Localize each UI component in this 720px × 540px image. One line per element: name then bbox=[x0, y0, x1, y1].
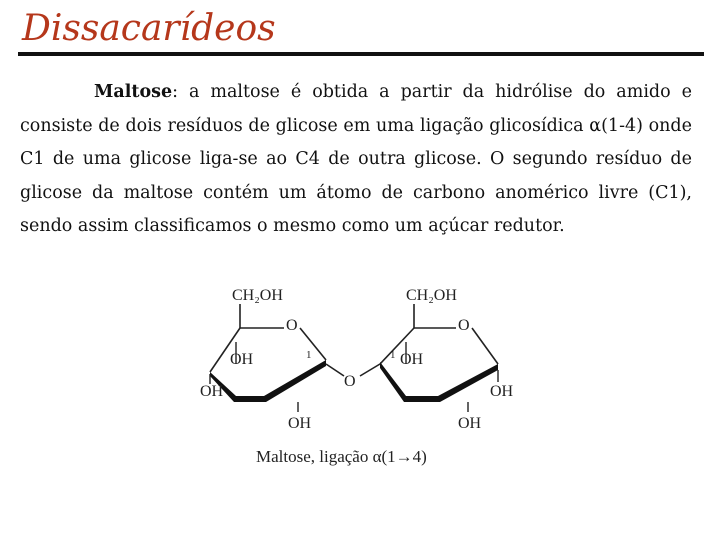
left-inner-oh: OH bbox=[230, 351, 254, 368]
right-ring-bold-base bbox=[380, 362, 498, 402]
maltose-paragraph bbox=[20, 76, 692, 244]
glycosidic-bond-left bbox=[326, 364, 344, 376]
maltose-structure-figure bbox=[180, 272, 540, 468]
left-glucose-ring bbox=[200, 287, 326, 432]
right-glucose-ring bbox=[380, 287, 514, 432]
term-maltose: Maltose bbox=[94, 82, 173, 102]
glycosidic-bond-right bbox=[360, 364, 380, 376]
slide-title: Dissacarídeos bbox=[22, 8, 276, 49]
left-bottom-oh: OH bbox=[288, 415, 312, 432]
left-ring-oxygen: O bbox=[286, 317, 298, 334]
right-ch2oh-label: CH₂OH bbox=[406, 287, 457, 304]
glycosidic-oxygen: O bbox=[344, 373, 356, 390]
right-c1-label: 1 bbox=[390, 349, 396, 361]
maltose-structure-diagram bbox=[180, 272, 540, 468]
title-underline bbox=[18, 52, 704, 56]
right-inner-oh: OH bbox=[400, 351, 424, 368]
left-ch2oh-label: CH₂OH bbox=[232, 287, 283, 304]
paragraph-text: : a maltose é obtida a partir da hidrólise do amido e consiste de dois resíduos de glicose em uma ligação glicosídica α(1-4) onde C1 de uma glicose liga-se ao C4 de outra glicose. O segundo resíduo de glicose da maltose contém um átomo de carbono anomérico livre (C1), sendo assim classificamos o mesmo como um açúcar redutor. bbox=[20, 82, 692, 236]
right-outer-oh: OH bbox=[490, 383, 514, 400]
right-bottom-oh: OH bbox=[458, 415, 482, 432]
right-ring-oxygen: O bbox=[458, 317, 470, 334]
left-outer-oh: OH bbox=[200, 383, 224, 400]
right-ring-o-c1-bond bbox=[472, 328, 498, 364]
left-ring-bold-base bbox=[210, 360, 326, 402]
figure-caption: Maltose, ligação α(1→4) bbox=[256, 447, 427, 466]
left-ring-o-c1-bond bbox=[300, 328, 326, 360]
left-c1-label: 1 bbox=[306, 349, 312, 361]
